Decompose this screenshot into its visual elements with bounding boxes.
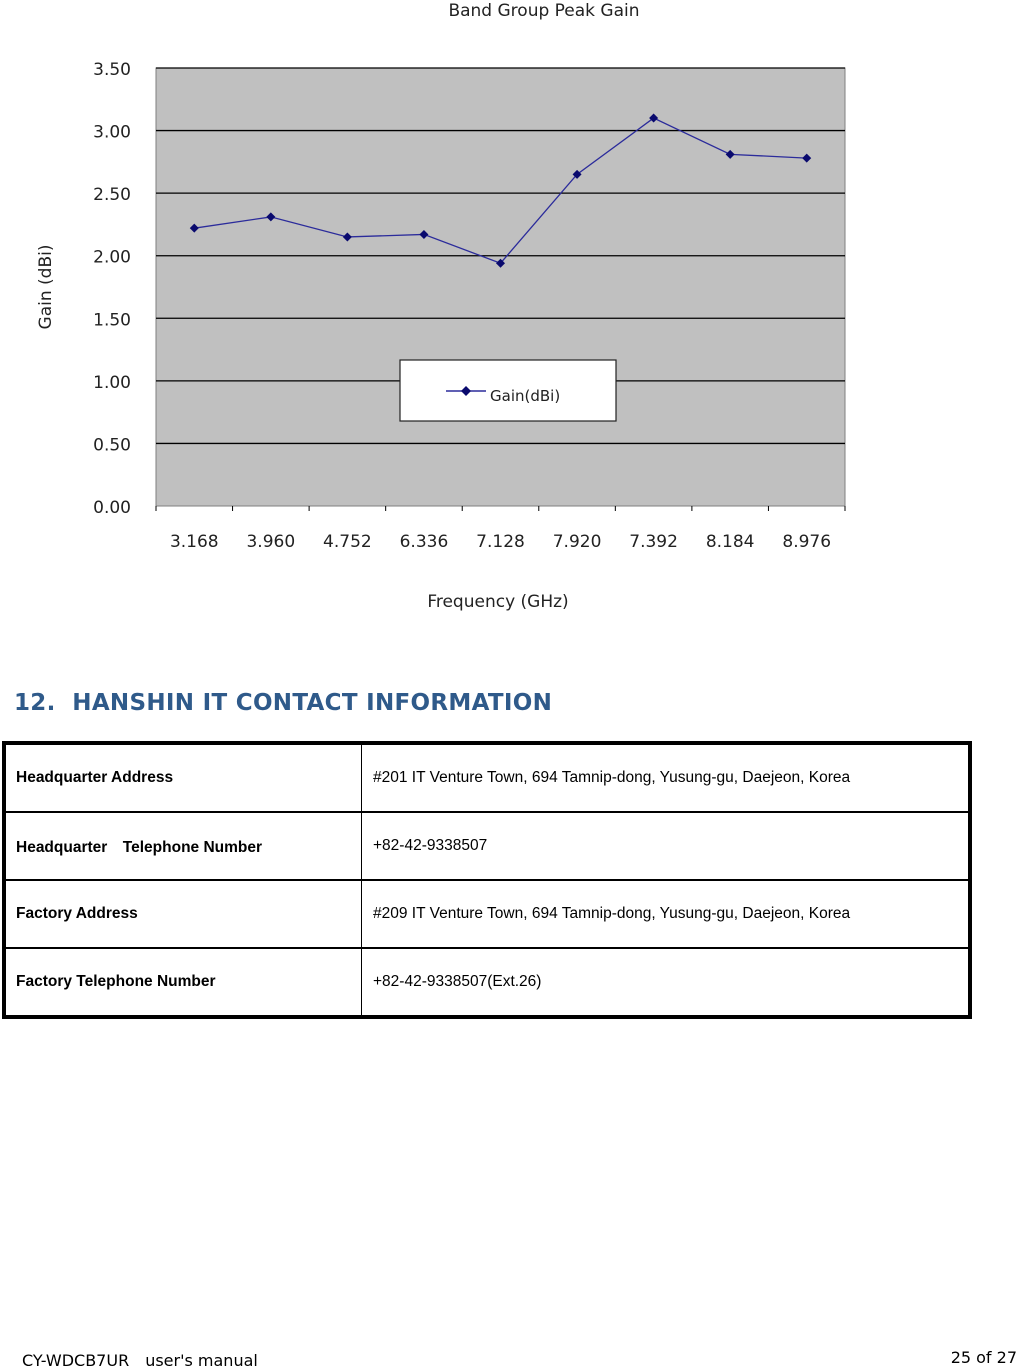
- y-tick-label: 1.00: [93, 372, 131, 393]
- table-row: [4, 880, 970, 948]
- section-number: 12.: [14, 690, 56, 716]
- y-axis-ticks: [93, 60, 131, 518]
- y-axis-label: Gain (dBi): [36, 244, 56, 330]
- y-tick-label: 0.00: [93, 498, 131, 518]
- table-row: [4, 743, 970, 812]
- y-tick-label: 3.00: [93, 122, 131, 143]
- table-row: [4, 948, 970, 1017]
- row-label: Headquarter Telephone Number: [4, 812, 362, 880]
- row-label: Factory Telephone Number: [4, 948, 362, 1017]
- row-value: #209 IT Venture Town, 694 Tamnip-dong, Yusung-gu, Daejeon, Korea: [362, 880, 971, 948]
- y-tick-label: 2.50: [93, 185, 131, 206]
- x-axis-ticks: [156, 506, 845, 552]
- section-title: HANSHIN IT CONTACT INFORMATION: [72, 690, 553, 716]
- x-tick-label: 3.960: [246, 532, 296, 552]
- footer-page-number: 25 of 27: [950, 1348, 1017, 1367]
- contact-table: [2, 741, 972, 1019]
- x-tick-label: 7.920: [552, 532, 602, 552]
- row-value: #201 IT Venture Town, 694 Tamnip-dong, Yusung-gu, Daejeon, Korea: [362, 743, 971, 812]
- row-label: Headquarter Address: [4, 743, 362, 812]
- table-row: [4, 812, 970, 880]
- x-tick-label: 4.752: [323, 532, 372, 552]
- plot-area: [156, 68, 845, 506]
- row-label: Factory Address: [4, 880, 362, 948]
- x-tick-label: 7.128: [476, 532, 525, 552]
- x-tick-label: 8.184: [705, 532, 755, 552]
- y-tick-label: 3.50: [93, 60, 131, 80]
- gain-chart: [0, 0, 1020, 630]
- chart-title: Band Group Peak Gain: [448, 1, 640, 21]
- y-tick-label: 2.00: [93, 247, 131, 268]
- y-tick-label: 1.50: [93, 310, 131, 331]
- row-value: +82-42-9338507: [362, 812, 971, 880]
- chart-legend: [400, 360, 616, 421]
- x-axis-label: Frequency (GHz): [427, 592, 569, 612]
- y-tick-label: 0.50: [93, 435, 131, 456]
- footer-doc-name: CY-WDCB7UR user's manual: [22, 1351, 258, 1370]
- legend-label: Gain(dBi): [490, 387, 561, 405]
- x-tick-label: 6.336: [399, 532, 449, 552]
- x-tick-label: 8.976: [782, 532, 832, 552]
- row-value: +82-42-9338507(Ext.26): [362, 948, 971, 1017]
- x-tick-label: 3.168: [169, 532, 219, 552]
- section-heading: [14, 690, 552, 716]
- x-tick-label: 7.392: [629, 532, 678, 552]
